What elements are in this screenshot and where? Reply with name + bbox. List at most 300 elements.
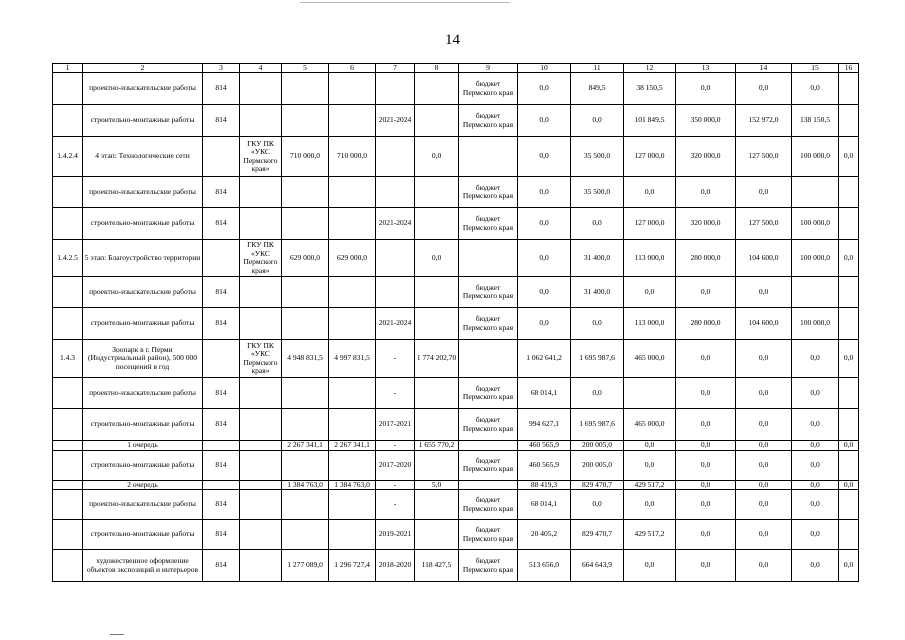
table-cell (329, 105, 376, 137)
table-cell (839, 450, 859, 480)
table-cell: 0,0 (415, 137, 459, 177)
table-cell: строительно-монтажные работы (83, 520, 203, 550)
table-cell (839, 208, 859, 240)
table-cell: 2017-2021 (376, 409, 415, 441)
table-cell (282, 490, 329, 520)
table-cell: 0,0 (571, 378, 624, 409)
table-cell: 994 627,1 (518, 409, 571, 441)
table-cell: 320 000,0 (676, 137, 736, 177)
table-cell (329, 490, 376, 520)
table-cell: 814 (203, 490, 240, 520)
table-cell: 31 400,0 (571, 277, 624, 308)
table-cell (415, 308, 459, 340)
table-cell: 629 000,0 (329, 240, 376, 277)
table-cell: 4 997 831,5 (329, 340, 376, 378)
table-cell: 0,0 (571, 105, 624, 137)
table-cell: ГКУ ПК «УКС Пермского края» (240, 137, 282, 177)
table-cell: 127 000,0 (624, 208, 676, 240)
table-cell: 814 (203, 177, 240, 208)
table-cell (53, 490, 83, 520)
table-cell: 0,0 (839, 480, 859, 490)
table-cell: 4 948 831,5 (282, 340, 329, 378)
table-cell: 0,0 (518, 208, 571, 240)
table-cell: 0,0 (839, 340, 859, 378)
table-cell: 127 000,0 (624, 137, 676, 177)
table-cell (240, 208, 282, 240)
table-row (53, 340, 859, 378)
table-row (53, 73, 859, 105)
table-cell (53, 177, 83, 208)
table-cell: 2021-2024 (376, 208, 415, 240)
table-cell (624, 378, 676, 409)
table-cell (240, 105, 282, 137)
table-cell (459, 441, 518, 451)
table-cell: - (376, 490, 415, 520)
table-cell: 0,0 (676, 490, 736, 520)
table-cell: 35 500,0 (571, 137, 624, 177)
table-cell (53, 520, 83, 550)
table-cell: 100 000,0 (792, 208, 839, 240)
table-cell: 0,0 (736, 480, 792, 490)
table-cell: ГКУ ПК «УКС Пермского края» (240, 340, 282, 378)
table-cell: 465 000,0 (624, 409, 676, 441)
table-cell (240, 441, 282, 451)
table-cell: 814 (203, 409, 240, 441)
table-cell: 0,0 (518, 137, 571, 177)
table-cell (240, 480, 282, 490)
table-cell: 1.4.3 (53, 340, 83, 378)
table-cell: 0,0 (736, 441, 792, 451)
table-row (53, 240, 859, 277)
table-cell: бюджет Пермского края (459, 550, 518, 582)
table-cell (839, 520, 859, 550)
column-number: 10 (518, 64, 571, 73)
column-number: 5 (282, 64, 329, 73)
table-cell (240, 73, 282, 105)
column-number: 15 (792, 64, 839, 73)
table-cell: 2 267 341,1 (329, 441, 376, 451)
table-cell (203, 340, 240, 378)
table-cell: 280 000,0 (676, 240, 736, 277)
table-row (53, 520, 859, 550)
table-cell (459, 240, 518, 277)
table-cell: 0,0 (736, 277, 792, 308)
table-cell: 0,0 (624, 441, 676, 451)
table-cell (329, 378, 376, 409)
table-cell (839, 490, 859, 520)
table-cell: 0,0 (736, 340, 792, 378)
table-cell (415, 450, 459, 480)
table-cell: 2017-2020 (376, 450, 415, 480)
table-cell (53, 105, 83, 137)
table-cell (282, 73, 329, 105)
table-cell: - (376, 378, 415, 409)
table-cell (240, 409, 282, 441)
table-cell (839, 378, 859, 409)
table-cell (415, 208, 459, 240)
table-cell (839, 308, 859, 340)
table-cell (839, 105, 859, 137)
page-number: 14 (445, 32, 460, 48)
table-cell: 814 (203, 550, 240, 582)
table-cell: 1 очередь (83, 441, 203, 451)
table-cell (376, 277, 415, 308)
table-cell: 127 500,0 (736, 137, 792, 177)
table-cell (240, 277, 282, 308)
table-cell: строительно-монтажные работы (83, 208, 203, 240)
table-row (53, 105, 859, 137)
table-cell: 2021-2024 (376, 308, 415, 340)
column-number: 4 (240, 64, 282, 73)
table-cell: проектно-изыскательские работы (83, 177, 203, 208)
table-row (53, 490, 859, 520)
table-cell: бюджет Пермского края (459, 177, 518, 208)
table-cell: 118 427,5 (415, 550, 459, 582)
table-cell (203, 240, 240, 277)
table-cell: 0,0 (792, 378, 839, 409)
table-cell (329, 277, 376, 308)
table-cell (240, 177, 282, 208)
table-cell: 0,0 (571, 308, 624, 340)
table-cell: 100 000,0 (792, 308, 839, 340)
table-cell: бюджет Пермского края (459, 105, 518, 137)
table-row (53, 550, 859, 582)
table-cell: 2018-2020 (376, 550, 415, 582)
table-cell (376, 73, 415, 105)
table-cell: 20 405,2 (518, 520, 571, 550)
table-cell (282, 378, 329, 409)
table-cell (329, 208, 376, 240)
table-cell: 0,0 (839, 550, 859, 582)
table-cell: 104 600,0 (736, 308, 792, 340)
table-cell: 460 565,9 (518, 450, 571, 480)
table-cell: 0,0 (415, 240, 459, 277)
table-cell: 1 695 987,6 (571, 409, 624, 441)
table-row (53, 409, 859, 441)
table-cell: 88 419,3 (518, 480, 571, 490)
table-cell: 1 655 770,2 (415, 441, 459, 451)
top-rule (300, 2, 510, 3)
table-cell (240, 520, 282, 550)
table-cell: 0,0 (792, 520, 839, 550)
table-cell (240, 550, 282, 582)
table-cell: бюджет Пермского края (459, 409, 518, 441)
table-cell: 0,0 (736, 490, 792, 520)
table-cell: 5 этап: Благоустройство территории (83, 240, 203, 277)
table-cell: 664 643,9 (571, 550, 624, 582)
table-cell: 0,0 (676, 520, 736, 550)
table-cell: 101 849,5 (624, 105, 676, 137)
table-cell: проектно-изыскательские работы (83, 277, 203, 308)
table-cell (53, 308, 83, 340)
table-cell: 0,0 (518, 105, 571, 137)
table-cell: 0,0 (736, 73, 792, 105)
table-cell: 0,0 (518, 277, 571, 308)
table-cell (240, 450, 282, 480)
table-cell: 113 000,0 (624, 240, 676, 277)
table-cell (839, 177, 859, 208)
table-cell: 710 000,0 (329, 137, 376, 177)
table-cell: 814 (203, 450, 240, 480)
table-cell (415, 490, 459, 520)
table-cell: бюджет Пермского края (459, 308, 518, 340)
table-cell (839, 409, 859, 441)
table-cell: бюджет Пермского края (459, 490, 518, 520)
table-cell: 814 (203, 378, 240, 409)
table-cell (415, 409, 459, 441)
table-cell: 0,0 (792, 409, 839, 441)
table-cell: 0,0 (676, 441, 736, 451)
table-cell: 320 000,0 (676, 208, 736, 240)
table-row (53, 137, 859, 177)
table-cell: 113 000,0 (624, 308, 676, 340)
table-cell (53, 378, 83, 409)
table-row (53, 441, 859, 451)
table-cell: бюджет Пермского края (459, 520, 518, 550)
table-cell (240, 308, 282, 340)
table-cell: 814 (203, 308, 240, 340)
table-cell (240, 490, 282, 520)
table-cell (839, 277, 859, 308)
table-cell: строительно-монтажные работы (83, 450, 203, 480)
table-cell: 0,0 (792, 73, 839, 105)
column-number: 3 (203, 64, 240, 73)
table-cell: 100 000,0 (792, 240, 839, 277)
table-cell (376, 177, 415, 208)
table-cell: 38 150,5 (624, 73, 676, 105)
table-cell: 829 470,7 (571, 520, 624, 550)
table-cell (53, 450, 83, 480)
table-cell (459, 480, 518, 490)
table-cell: - (376, 340, 415, 378)
table-cell: 1 062 641,2 (518, 340, 571, 378)
table-cell (415, 177, 459, 208)
table-cell: 100 000,0 (792, 137, 839, 177)
table-cell (53, 208, 83, 240)
table-cell: 0,0 (839, 137, 859, 177)
table-row (53, 208, 859, 240)
table-cell: 0,0 (624, 177, 676, 208)
table-cell: 0,0 (676, 277, 736, 308)
table-cell (282, 208, 329, 240)
table-cell: 0,0 (676, 480, 736, 490)
table-cell (282, 308, 329, 340)
table-cell: ГКУ ПК «УКС Пермского края» (240, 240, 282, 277)
column-number: 9 (459, 64, 518, 73)
table-cell (329, 308, 376, 340)
table-cell: 0,0 (676, 450, 736, 480)
table-cell: 849,5 (571, 73, 624, 105)
table-cell (53, 480, 83, 490)
table-cell: 460 565,9 (518, 441, 571, 451)
table-cell: 1 384 763,0 (329, 480, 376, 490)
table-cell: 350 000,0 (676, 105, 736, 137)
table-cell: 513 656,0 (518, 550, 571, 582)
table-cell: 0,0 (676, 550, 736, 582)
table-cell: 814 (203, 208, 240, 240)
column-number: 16 (839, 64, 859, 73)
table-cell: 0,0 (736, 409, 792, 441)
column-number: 1 (53, 64, 83, 73)
table-cell (415, 73, 459, 105)
table-cell: 0,0 (736, 378, 792, 409)
table-cell: - (376, 480, 415, 490)
table-cell (329, 520, 376, 550)
table-cell: 0,0 (792, 550, 839, 582)
table-cell (240, 378, 282, 409)
column-number: 6 (329, 64, 376, 73)
table-cell: - (376, 441, 415, 451)
table-row (53, 277, 859, 308)
budget-table (52, 63, 859, 582)
column-number: 13 (676, 64, 736, 73)
column-number: 11 (571, 64, 624, 73)
table-cell: проектно-изыскательские работы (83, 490, 203, 520)
bottom-mark (110, 634, 124, 635)
table-cell: 1 277 089,0 (282, 550, 329, 582)
table-cell (53, 277, 83, 308)
table-cell: бюджет Пермского края (459, 378, 518, 409)
table-cell (282, 177, 329, 208)
table-cell: 1 774 202,70 (415, 340, 459, 378)
table-cell: строительно-монтажные работы (83, 409, 203, 441)
table-cell: 2 267 341,1 (282, 441, 329, 451)
table-cell: 31 400,0 (571, 240, 624, 277)
table-cell: 2019-2021 (376, 520, 415, 550)
table-row (53, 177, 859, 208)
table-cell (282, 409, 329, 441)
table-cell (203, 441, 240, 451)
table-cell (792, 277, 839, 308)
table-cell: бюджет Пермского края (459, 450, 518, 480)
table-cell: 0,0 (518, 308, 571, 340)
table-cell: 0,0 (518, 177, 571, 208)
table-row (53, 450, 859, 480)
table-cell: 0,0 (624, 490, 676, 520)
table-cell (376, 240, 415, 277)
table-row (53, 480, 859, 490)
table-cell: 1.4.2.4 (53, 137, 83, 177)
table-cell: 0,0 (792, 450, 839, 480)
table-cell: 814 (203, 105, 240, 137)
table-cell (415, 520, 459, 550)
column-number-row (53, 64, 859, 73)
table-cell (839, 73, 859, 105)
table-cell: 68 014,1 (518, 490, 571, 520)
table-cell: бюджет Пермского края (459, 73, 518, 105)
table-cell: строительно-монтажные работы (83, 105, 203, 137)
table-cell (376, 137, 415, 177)
table-cell: проектно-изыскательские работы (83, 378, 203, 409)
table-cell: 4 этап: Технологические сети (83, 137, 203, 177)
table-cell: 0,0 (624, 277, 676, 308)
table-cell: 0,0 (792, 441, 839, 451)
table-cell: 0,0 (736, 177, 792, 208)
table-cell: 138 150,5 (792, 105, 839, 137)
table-cell (329, 177, 376, 208)
table-cell: 829 470,7 (571, 480, 624, 490)
table-cell: 2 очередь (83, 480, 203, 490)
column-number: 12 (624, 64, 676, 73)
table-cell: 1 296 727,4 (329, 550, 376, 582)
table-cell (415, 378, 459, 409)
table-cell: 0,0 (736, 520, 792, 550)
table-cell (282, 277, 329, 308)
table-cell: 68 014,1 (518, 378, 571, 409)
table-cell (53, 409, 83, 441)
table-cell: 0,0 (676, 409, 736, 441)
table-cell (53, 550, 83, 582)
table-cell (53, 441, 83, 451)
table-cell: художественное оформление объектов экспозиций и интерьеров (83, 550, 203, 582)
table-cell: проектно-изыскательские работы (83, 73, 203, 105)
table-cell: 0,0 (624, 550, 676, 582)
table-cell (415, 277, 459, 308)
table-cell: 0,0 (571, 208, 624, 240)
table-cell: строительно-монтажные работы (83, 308, 203, 340)
table-cell (282, 105, 329, 137)
column-number: 14 (736, 64, 792, 73)
table-cell: 0,0 (676, 378, 736, 409)
table-cell (329, 73, 376, 105)
table-cell: 1.4.2.5 (53, 240, 83, 277)
table-cell (203, 137, 240, 177)
table-cell: 104 600,0 (736, 240, 792, 277)
column-number: 8 (415, 64, 459, 73)
table-cell: 0,0 (676, 73, 736, 105)
table-cell (282, 450, 329, 480)
table-cell (415, 105, 459, 137)
table-cell: 35 500,0 (571, 177, 624, 208)
table-cell: 200 005,0 (571, 450, 624, 480)
table-row (53, 308, 859, 340)
table-cell: 429 517,2 (624, 480, 676, 490)
table-cell: 5,0 (415, 480, 459, 490)
table-cell: 710 000,0 (282, 137, 329, 177)
table-cell: 0,0 (571, 490, 624, 520)
table-cell: 152 972,0 (736, 105, 792, 137)
table-cell: 814 (203, 277, 240, 308)
table-cell: 2021-2024 (376, 105, 415, 137)
table-cell: 0,0 (736, 450, 792, 480)
table-cell: 429 517,2 (624, 520, 676, 550)
table-cell: 814 (203, 520, 240, 550)
table-cell (53, 73, 83, 105)
table-cell (203, 480, 240, 490)
table-cell: Зоопарк в г. Перми (Индустриальный район), 500 000 посещений в год (83, 340, 203, 378)
table-cell: 0,0 (624, 450, 676, 480)
table-cell: 0,0 (839, 240, 859, 277)
table-cell (792, 177, 839, 208)
column-number: 2 (83, 64, 203, 73)
table-cell: 0,0 (736, 550, 792, 582)
table-row (53, 378, 859, 409)
table-cell (459, 137, 518, 177)
table-cell: 0,0 (792, 490, 839, 520)
table-cell (329, 409, 376, 441)
table-cell: 0,0 (839, 441, 859, 451)
table-cell: 1 695 987,6 (571, 340, 624, 378)
table-cell (459, 340, 518, 378)
table-cell: 280 000,0 (676, 308, 736, 340)
table-cell: бюджет Пермского края (459, 277, 518, 308)
table-cell: 0,0 (676, 340, 736, 378)
table-cell: 0,0 (518, 73, 571, 105)
table-cell: 1 384 763,0 (282, 480, 329, 490)
table-cell (329, 450, 376, 480)
table-cell (282, 520, 329, 550)
table-cell: 0,0 (792, 480, 839, 490)
